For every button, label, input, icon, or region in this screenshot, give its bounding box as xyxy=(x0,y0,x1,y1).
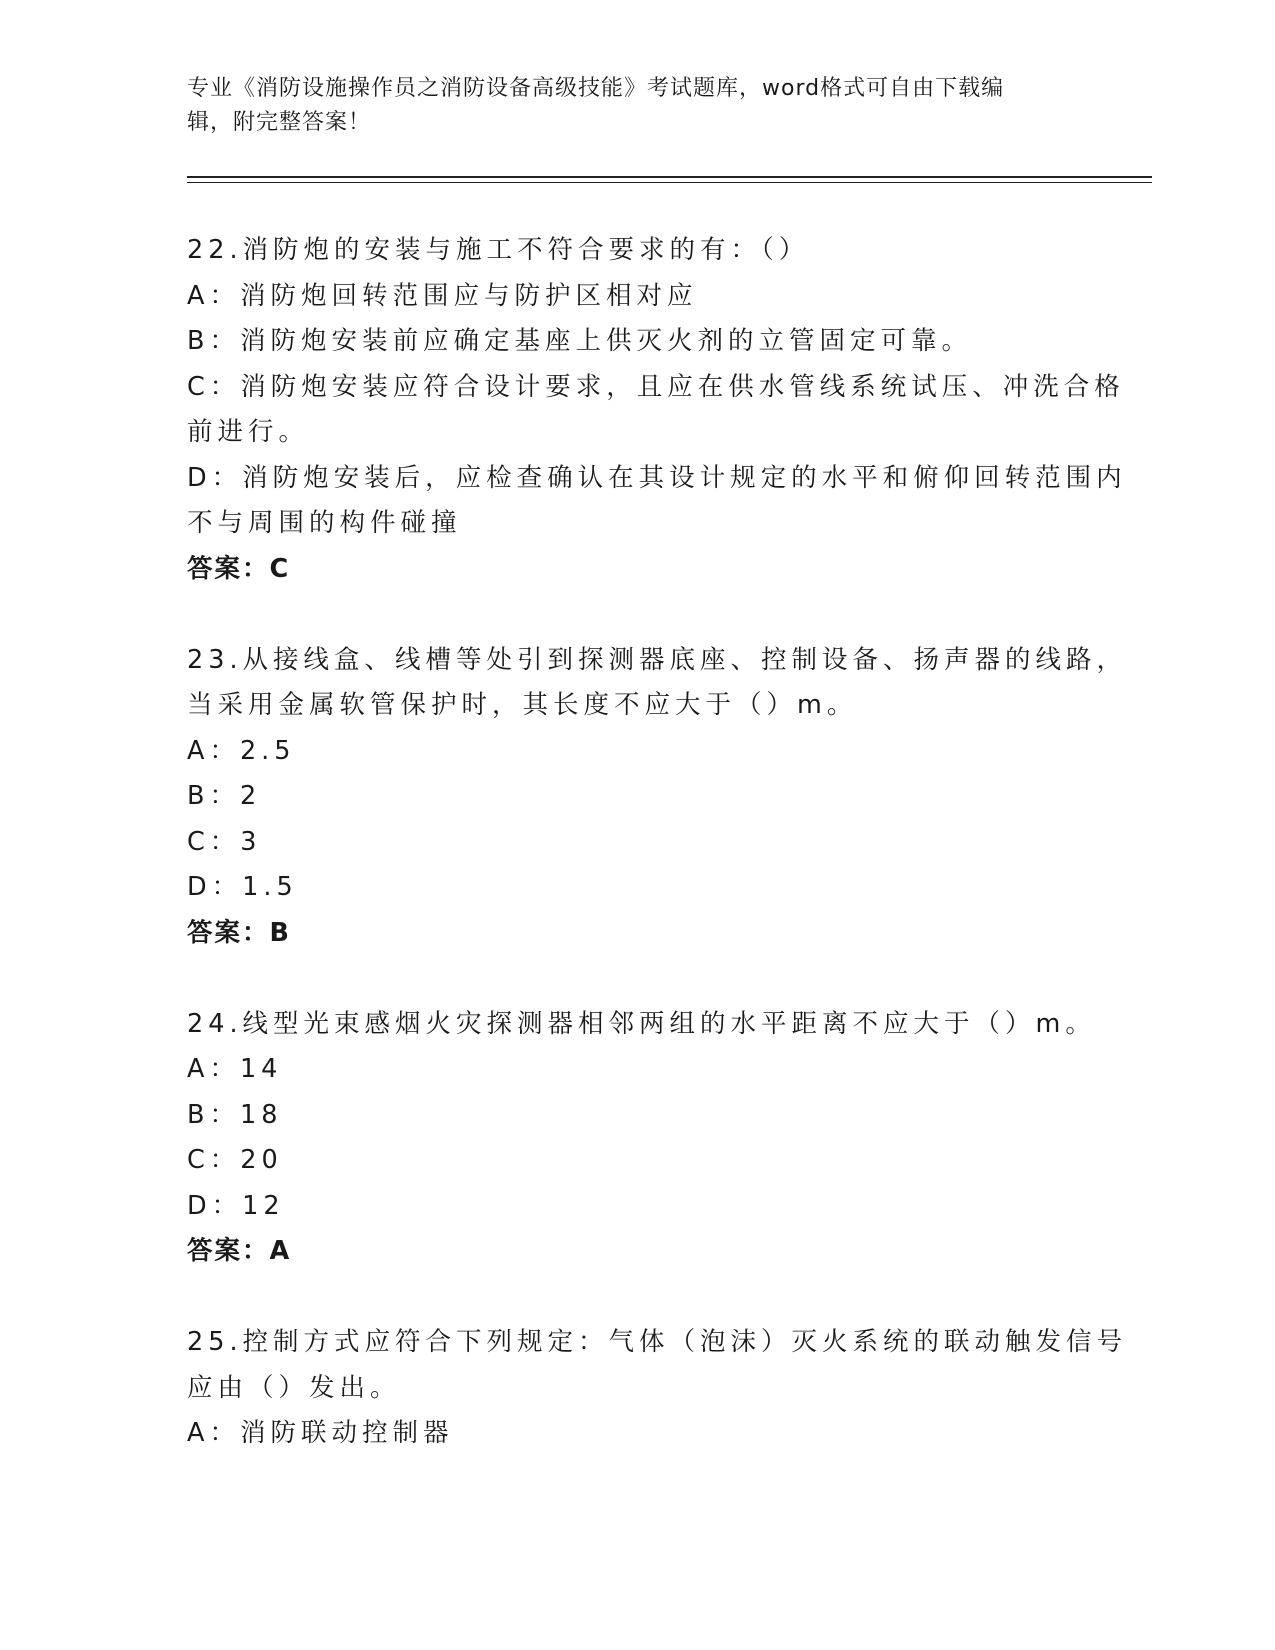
option-a: A：消防炮回转范围应与防护区相对应 xyxy=(187,280,698,311)
question-stem: 25.控制方式应符合下列规定：气体（泡沫）灭火系统的联动触发信号 xyxy=(187,1327,1128,1357)
option-c: C：20 xyxy=(187,1145,283,1175)
option-a: A：2.5 xyxy=(187,735,296,766)
question-stem: 23.从接线盒、线槽等处引到探测器底座、控制设备、扬声器的线路， xyxy=(187,644,1128,675)
option-a: A：14 xyxy=(187,1054,283,1084)
option-b: B：消防炮安装前应确定基座上供灭火剂的立管固定可靠。 xyxy=(187,326,972,356)
question-23 xyxy=(187,638,1128,957)
header-line-2: 辑，附完整答案！ xyxy=(187,110,372,135)
option-d-continued: 不与周围的构件碰撞 xyxy=(187,508,462,538)
option-c: C：消防炮安装应符合设计要求，且应在供水管线系统试压、冲洗合格 xyxy=(187,371,1125,402)
option-c: C：3 xyxy=(187,826,262,857)
question-spacer xyxy=(187,956,1087,1002)
question-25 xyxy=(187,1320,1128,1457)
header-divider-bottom xyxy=(187,182,1152,183)
option-d: D：1.5 xyxy=(187,872,298,902)
option-b: B：2 xyxy=(187,781,262,811)
header-divider-top xyxy=(187,176,1152,178)
question-list xyxy=(187,228,1128,1457)
question-stem-continued: 当采用金属软管保护时，其长度不应大于（）m。 xyxy=(187,690,858,720)
option-d: D：消防炮安装后，应检查确认在其设计规定的水平和俯仰回转范围内 xyxy=(187,462,1127,493)
question-spacer xyxy=(187,592,1087,638)
question-22 xyxy=(187,228,1127,592)
question-stem-continued: 应由（）发出。 xyxy=(187,1372,401,1403)
answer-label: 答案：C xyxy=(187,553,291,584)
option-a: A：消防联动控制器 xyxy=(187,1418,454,1448)
question-24 xyxy=(187,1002,1096,1275)
option-d: D：12 xyxy=(187,1190,285,1221)
question-stem: 22.消防炮的安装与施工不符合要求的有：（） xyxy=(187,235,810,265)
answer-label: 答案：A xyxy=(187,1236,292,1266)
option-c-continued: 前进行。 xyxy=(187,417,310,447)
document-header xyxy=(187,72,1087,140)
question-stem: 24.线型光束感烟火灾探测器相邻两组的水平距离不应大于（）m。 xyxy=(187,1008,1096,1039)
question-spacer xyxy=(187,1275,1087,1321)
option-b: B：18 xyxy=(187,1099,283,1130)
header-line-1: 专业《消防设施操作员之消防设备高级技能》考试题库，word格式可自由下载编 xyxy=(187,76,1005,101)
answer-label: 答案：B xyxy=(187,917,291,948)
